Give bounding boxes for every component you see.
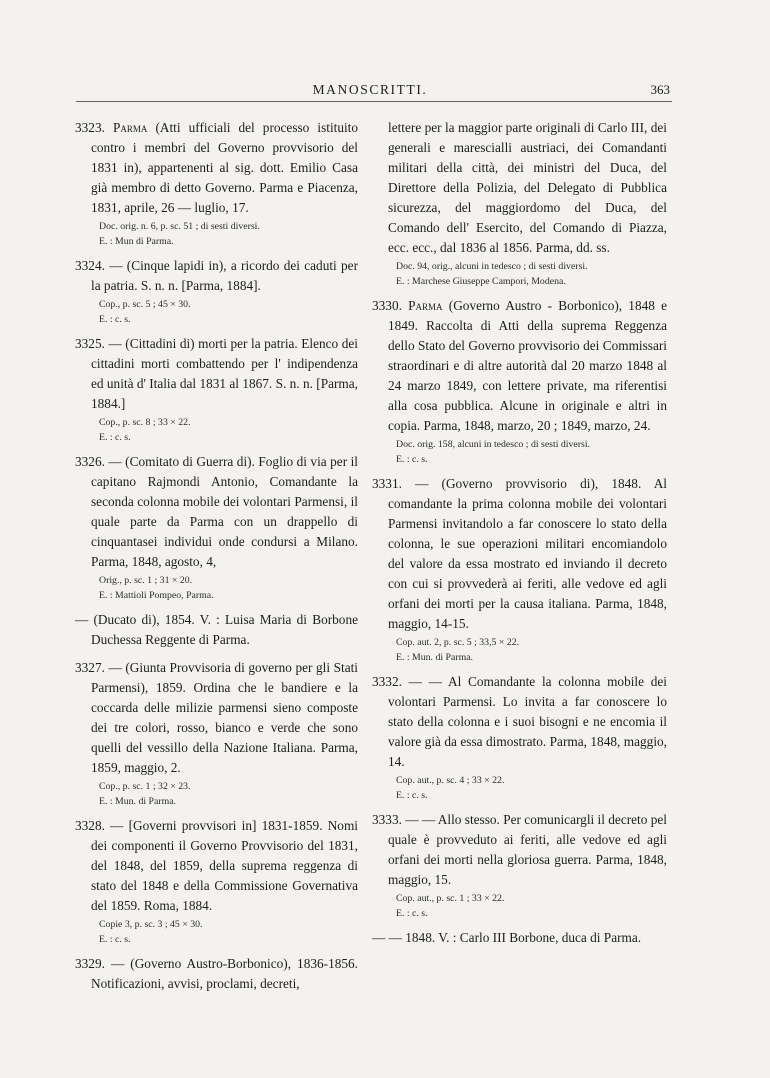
left-column [75, 118, 358, 1002]
entry-number: 3331. [372, 476, 402, 491]
entry-source-note: E. : c. s. [396, 908, 428, 919]
entry-text [75, 256, 358, 296]
entry-number: 3323. [75, 120, 105, 135]
entry-physical-note: Cop., p. sc. 8 ; 33 × 22. [99, 417, 191, 428]
entry-number: 3324. [75, 258, 105, 273]
entry-body: — (Comitato di Guerra di). Foglio di via per il capitano Rajmondi Antonio, Comandante la seconda colonna mobile dei volontari Parmensi, il quale parte da Parma con un drappello di cinquantasei individui onde condursi a Milano. Parma, 1848, agosto, 4, [91, 454, 358, 569]
entry-physical-note: Cop. aut., p. sc. 4 ; 33 × 22. [396, 775, 505, 786]
entry-source-note: E. : Mun. di Parma. [396, 652, 474, 663]
catalog-entry [372, 118, 667, 288]
entry-physical-note: Doc. orig. 158, alcuni in tedesco ; di sesti diversi. [396, 439, 590, 450]
entry-text [372, 928, 667, 948]
entry-source-note: E. : Mun di Parma. [99, 236, 174, 247]
entry-source-note: E. : c. s. [99, 314, 131, 325]
entry-body: — — 1848. V. : Carlo III Borbone, duca di Parma. [372, 930, 642, 945]
catalog-entry [372, 810, 667, 920]
entry-source-note: E. : c. s. [99, 934, 131, 945]
catalog-entry [372, 296, 667, 466]
page-number: 363 [650, 82, 670, 97]
entry-text [75, 658, 358, 778]
entry-text [75, 118, 358, 218]
entry-body: — (Cittadini di) morti per la patria. Elenco dei cittadini morti combattendo per l' indipendenza ed unità d' Italia dal 1831 al 1867. S. n. n. [Parma, 1884.] [91, 336, 358, 411]
entry-text [75, 816, 358, 916]
entry-body: — — Allo stesso. Per comunicargli il decreto pel quale è provveduto ai feriti, alle vedove ed agli orfani dei morti nella gloriosa guerra. Parma, 1848, maggio, 15. [388, 812, 667, 887]
entry-physical-note: Cop., p. sc. 1 ; 32 × 23. [99, 781, 191, 792]
entry-source-note: E. : Marchese Giuseppe Campori, Modena. [396, 276, 566, 287]
entry-physical-note: Orig., p. sc. 1 ; 31 × 20. [99, 575, 193, 586]
catalog-entry [75, 610, 358, 650]
entry-number: 3327. [75, 660, 105, 675]
catalog-entry [75, 334, 358, 444]
entry-body: — (Giunta Provvisoria di governo per gli Stati Parmensi), 1859. Ordina che le bandiere e la coccarda delle milizie parmensi sieno composte dei tre colori, rosso, bianco e verde che sono quelli del vessillo della Nazione Italiana. Parma, 1859, maggio, 2. [91, 660, 358, 775]
entry-number: 3329. [75, 956, 105, 971]
entry-body: — — Al Comandante la colonna mobile dei volontari Parmensi. Lo invita a far conoscere lo stato della colonna e i suoi bisogni e ne encomia il valore già da essa dimostrato. Parma, 1848, maggio, 14. [388, 674, 667, 769]
entry-text [372, 296, 667, 436]
entry-physical-note: Cop. aut. 2, p. sc. 5 ; 33,5 × 22. [396, 637, 520, 648]
entry-source-note: E. : Mun. di Parma. [99, 796, 177, 807]
entry-source-note: E. : Mattioli Pompeo, Parma. [99, 590, 214, 601]
entry-physical-note: Doc. orig. n. 6, p. sc. 51 ; di sesti diversi. [99, 221, 260, 232]
entry-source-note: E. : c. s. [99, 432, 131, 443]
entry-number: 3330. [372, 298, 402, 313]
entry-body: — [Governi provvisori in] 1831-1859. Nomi dei componenti il Governo Provvisorio del 1831, del 1848, del 1859, della suprema reggenza di stato del 1848 e della Commissione Governativa del 1859. Roma, 1884. [91, 818, 358, 913]
catalog-entry [372, 672, 667, 802]
entry-text [372, 474, 667, 634]
entry-number: 3328. [75, 818, 105, 833]
catalog-entry [372, 474, 667, 664]
catalog-entry [75, 816, 358, 946]
entry-body: (Governo Austro - Borbonico), 1848 e 1849. Raccolta di Atti della suprema Reggenza dello Stato del Governo provvisorio dei Commissari straordinari e di altre autorità dal 20 marzo 1848 al 24 marzo 1849, con lettere private, ma riferentisi alla cosa pubblica. Alcune in originale e altri in copia. Parma, 1848, marzo, 20 ; 1849, marzo, 24. [388, 298, 668, 433]
entry-physical-note: Doc. 94, orig., alcuni in tedesco ; di sesti diversi. [396, 261, 588, 272]
entry-number: 3326. [75, 454, 105, 469]
entry-body: lettere per la maggior parte originali di Carlo III, dei generali e marescialli austriaci, dei Comandanti militari della città, dei ministri del Duca, del Direttore della Polizia, del Delegato di Pubblica sicurezza, del maggiordomo del Duca, del Comando dell' Esercito, del Comando di Piazza, ecc. ecc., dal 1836 al 1856. Parma, dd. ss. [388, 120, 667, 255]
header-rule [76, 101, 672, 102]
entry-source-note: E. : c. s. [396, 454, 428, 465]
entry-text [372, 810, 667, 890]
entry-body: — (Ducato di), 1854. V. : Luisa Maria di Borbone Duchessa Reggente di Parma. [75, 612, 358, 647]
catalog-entry [75, 256, 358, 326]
catalog-entry [372, 928, 667, 948]
entry-text [75, 452, 358, 572]
entry-number: 3325. [75, 336, 105, 351]
entry-physical-note: Cop. aut., p. sc. 1 ; 33 × 22. [396, 893, 505, 904]
catalog-entry [75, 452, 358, 602]
entry-text [75, 954, 358, 994]
catalog-entry [75, 954, 358, 994]
entry-number: 3332. [372, 674, 402, 689]
entry-body: (Atti ufficiali del processo istituito contro i membri del Governo provvisorio del 1831 in), appartenenti al sig. dott. Emilio Casa già membro di detto Governo. Parma e Piacenza, 1831, aprile, 26 — luglio, 17. [91, 120, 359, 215]
entry-physical-note: Copie 3, p. sc. 3 ; 45 × 30. [99, 919, 203, 930]
catalog-entry [75, 658, 358, 808]
running-header [70, 78, 670, 100]
entry-source-note: E. : c. s. [396, 790, 428, 801]
entry-body: — (Governo Austro-Borbonico), 1836-1856. Notificazioni, avvisi, proclami, decreti, [91, 956, 358, 991]
right-column [372, 118, 667, 956]
entry-body: — (Governo provvisorio di), 1848. Al comandante la prima colonna mobile dei volontari Parmensi invitandolo a far conoscere lo stato della colonna, le sue operazioni militari encomiandolo del valore da essa mostrato ed inviando il decreto con cui si provvederà ai feriti, alle vedove ed agli orfani dei morti per la causa italiana. Parma, 1848, maggio, 14-15. [388, 476, 667, 631]
entry-text [372, 118, 667, 258]
catalog-entry [75, 118, 358, 248]
entry-text [372, 672, 667, 772]
entry-lead-word: Parma [112, 120, 148, 135]
entry-body: — (Cinque lapidi in), a ricordo dei caduti per la patria. S. n. n. [Parma, 1884]. [91, 258, 359, 293]
entry-lead-word: Parma [408, 298, 443, 313]
entry-text [75, 610, 358, 650]
entry-physical-note: Cop., p. sc. 5 ; 45 × 30. [99, 299, 191, 310]
header-title: MANOSCRITTI. [312, 82, 428, 97]
entry-number: 3333. [372, 812, 402, 827]
entry-text [75, 334, 358, 414]
